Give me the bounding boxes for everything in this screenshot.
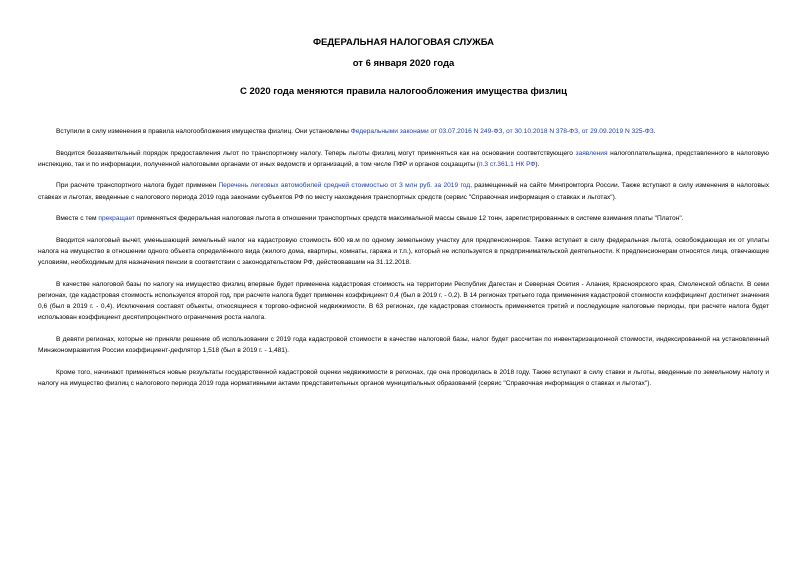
paragraph-5: Вводится налоговый вычет, уменьшающий земельный налог на кадастровую стоимость 600 кв.м по одному земельному участку для предпенсионеров. Также вступает в силу федеральная льгота, освобождающая их от уплаты налога на имущество в отношении одного объекта определённого вида (жилого дома, квартиры, комнаты, гаража и т.п.), который не используется в предпринимательской деятельности. К предпенсионерам относятся лица, отвечающие условиям, необходимым для назначения пенсии в соответствии с законодательством РФ, действовавшим на 31.12.2018. <box>38 236 769 267</box>
car-list-link[interactable]: Перечень легковых автомобилей средней стоимостью от 3 млн руб. за 2019 год <box>218 182 471 190</box>
paragraph-3 <box>38 180 769 202</box>
paragraph-6: В качестве налоговой базы по налогу на имущество физлиц впервые будет применена кадастровая стоимость на территории Республик Дагестан и Северная Осетия - Алания, Красноярского края, Смоленской области. В семи регионах, где кадастровая стоимость используется второй год, при расчете налога будет применен коэффициент 0,4 (был в 2019 г. - 0,2). В 14 регионах третьего года применения кадастровой стоимости коэффициент достигнет значения 0,6 (был в 2019 г. - 0,4). Исключения составят объекты, относящиеся к торгово-офисной недвижимости. В 63 регионах, где кадастровая стоимость применяется третий и последующие налоговые периоды, при расчете налога будет использован коэффициент десятипроцентного ограничения роста налога. <box>38 280 769 322</box>
paragraph-2-text-a: Вводится беззаявительный порядок предоставления льгот по транспортному налогу. Теперь льготы физлиц могут применяться как на основании соответствующего <box>56 149 576 157</box>
paragraph-2 <box>38 148 769 170</box>
paragraph-8: Кроме того, начинают применяться новые результаты государственной кадастровой оценки недвижимости в регионах, где она проводилась в 2018 году. Также вступают в силу ставки и льготы, введенные по земельному налогу и налогу на имущество физлиц с налогового периода 2019 года нормативными актами представительных органов муниципальных образований (сервис "Справочная информация о ставках и льготах"). <box>38 368 769 387</box>
document-date: от 6 января 2020 года <box>352 58 455 69</box>
terminates-link[interactable]: прекращает <box>98 215 136 223</box>
document-body <box>38 126 769 399</box>
paragraph-1-text-b: . <box>653 128 656 135</box>
paragraph-4 <box>38 213 769 224</box>
paragraph-4-text-b: применяться федеральная налоговая льгота в отношении транспортных средств максимальной массы свыше 12 тонн, зарегистрированных в системе взимания платы "Платон". <box>135 215 684 223</box>
paragraph-4-text-a: Вместе с тем <box>56 215 99 223</box>
paragraph-3-text-a: При расчете транспортного налога будет применен <box>56 182 219 190</box>
paragraph-2-text-c: ). <box>535 160 540 168</box>
organization-heading: ФЕДЕРАЛЬНАЯ НАЛОГОВАЯ СЛУЖБА <box>312 37 495 48</box>
paragraph-1-text-a: Вступили в силу изменения в правила налогообложения имущества физлиц. Они установлены <box>56 128 351 135</box>
paragraph-3-text-b: , размещенный на сайте Минпромторга России. Также вступают в силу изменения в налоговых ставках и льготах, введенные с налогового периода 2019 года законами субъектов РФ по месту нахождения транспортных средств (сервис "Справочная информация о ставках и льготах"). <box>38 182 769 201</box>
paragraph-2-text-b: налогоплательщика, представленного в налоговую инспекцию, так и по информации, полученной налоговыми органами от иных ведомств и организаций, в том числе ПФР и органов соцзащиты ( <box>38 149 769 168</box>
document-title: С 2020 года меняются правила налогообложения имущества физлиц <box>240 86 567 97</box>
paragraph-1 <box>38 126 769 137</box>
paragraph-7: В девяти регионах, которые не приняли решение об использовании с 2019 года кадастровой стоимости в качестве налоговой базы, налог будет рассчитан по инвентаризационной стоимости, индексированной на установленный Минэкономразвития России коэффициент-дефлятор 1,518 (был в 2019 г. - 1,481). <box>38 335 769 354</box>
application-link[interactable]: заявления <box>575 149 608 157</box>
tax-code-link[interactable]: п.3 ст.361.1 НК РФ <box>478 160 536 168</box>
federal-laws-link[interactable]: Федеральными законами от 03.07.2016 N 249-ФЗ, от 30.10.2018 N 378-ФЗ, от 29.09.2019 N 325-ФЗ <box>350 128 654 135</box>
